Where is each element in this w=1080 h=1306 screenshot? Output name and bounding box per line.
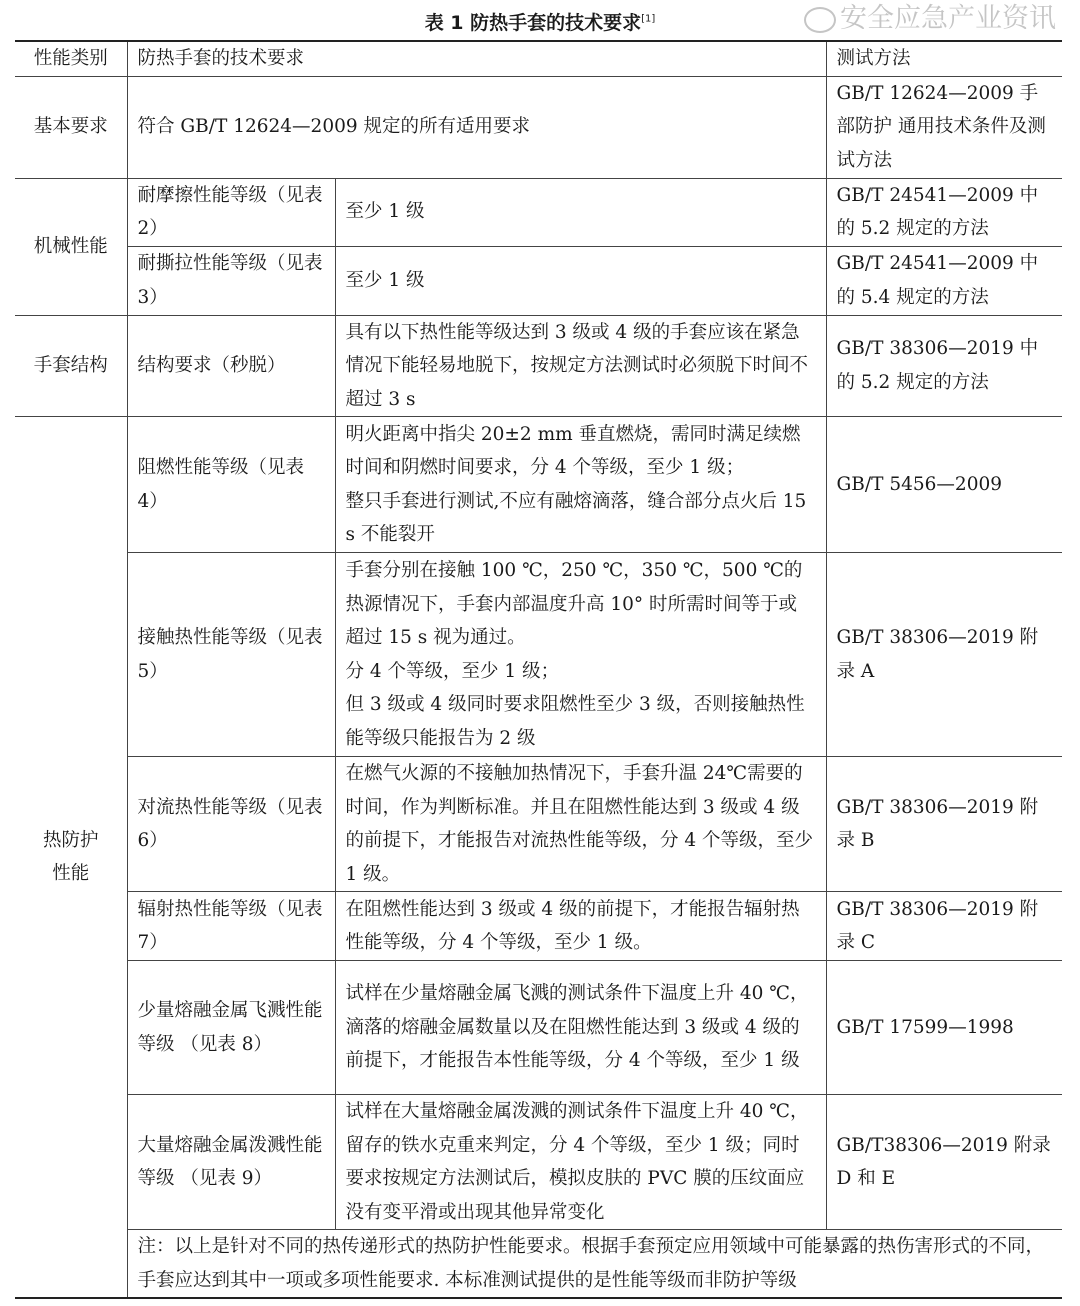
method-cell: GB/T 24541—2009 中的 5.2 规定的方法 [826, 178, 1062, 246]
method-cell: GB/T 38306—2019 附录 C [826, 892, 1062, 961]
requirement-cell [335, 553, 826, 757]
item-cell: 阻燃性能等级（见表 4） [127, 417, 335, 553]
table-row [15, 1095, 1062, 1230]
requirement-line: 整只手套进行测试,不应有融熔滴落，缝合部分点火后 15s 不能裂开 [345, 490, 807, 545]
note-row [15, 1230, 1062, 1299]
requirement-cell: 在阻燃性能达到 3 级或 4 级的前提下，才能报告辐射热性能等级，分 4 个等级，至少 1 级。 [335, 892, 826, 961]
method-cell: GB/T 17599—1998 [826, 961, 1062, 1095]
header-method: 测试方法 [826, 41, 1062, 76]
method-cell: GB/T 24541—2009 中的 5.4 规定的方法 [826, 246, 1062, 315]
requirement-cell [335, 417, 826, 553]
category-cell: 热防护性能 [15, 417, 127, 1299]
item-cell: 结构要求（秒脱） [127, 315, 335, 417]
item-cell: 耐摩擦性能等级（见表 2） [127, 178, 335, 246]
method-cell: GB/T 5456—2009 [826, 417, 1062, 553]
title-reference: [1] [641, 13, 656, 25]
item-cell: 大量熔融金属泼溅性能等级 （见表 9） [127, 1095, 335, 1230]
item-cell: 耐撕拉性能等级（见表 3） [127, 246, 335, 315]
note-cell: 注：以上是针对不同的热传递形式的热防护性能要求。根据手套预定应用领域中可能暴露的热伤害形式的不同，手套应达到其中一项或多项性能要求. 本标准测试提供的是性能等级而非防护等级 [127, 1230, 1062, 1299]
table-row [15, 246, 1062, 315]
header-requirement: 防热手套的技术要求 [127, 41, 826, 76]
requirement-line: 分 4 个等级，至少 1 级； [345, 660, 560, 682]
requirement-line: 手套分别在接触 100 ℃，250 ℃，350 ℃，500 ℃的热源情况下，手套内部温度升高 10° 时所需时间等于或超过 15 s 视为通过。 [345, 560, 803, 648]
title-text: 表 1 防热手套的技术要求 [424, 12, 642, 34]
category-cell: 手套结构 [15, 315, 127, 417]
header-category: 性能类别 [15, 41, 127, 76]
requirement-cell: 具有以下热性能等级达到 3 级或 4 级的手套应该在紧急情况下能轻易地脱下，按规定方法测试时必须脱下时间不超过 3 s [335, 315, 826, 417]
requirement-cell: 在燃气火源的不接触加热情况下，手套升温 24℃需要的时间，作为判断标准。并且在阻燃性能达到 3 级或 4 级的前提下，才能报告对流热性能等级，分 4 个等级，至少 1 级。 [335, 757, 826, 892]
method-cell: GB/T38306—2019 附录 D 和 E [826, 1095, 1062, 1230]
table-row [15, 76, 1062, 178]
table-row [15, 892, 1062, 961]
method-cell: GB/T 38306—2019 附录 A [826, 553, 1062, 757]
table-row [15, 757, 1062, 892]
item-cell: 接触热性能等级（见表 5） [127, 553, 335, 757]
requirement-cell: 试样在少量熔融金属飞溅的测试条件下温度上升 40 ℃，滴落的熔融金属数量以及在阻燃性能达到 3 级或 4 级的前提下，才能报告本性能等级，分 4 个等级，至少 1 级 [335, 961, 826, 1095]
requirement-line: 明火距离中指尖 20±2 mm 垂直燃烧，需同时满足续燃时间和阴燃时间要求，分 4 个等级，至少 1 级； [345, 423, 801, 478]
item-cell: 少量熔融金属飞溅性能等级 （见表 8） [127, 961, 335, 1095]
category-cell: 机械性能 [15, 178, 127, 315]
watermark: 安全应急产业资讯 [840, 3, 1056, 34]
table-row [15, 961, 1062, 1095]
requirement-cell: 符合 GB/T 12624—2009 规定的所有适用要求 [127, 76, 826, 178]
requirement-cell: 试样在大量熔融金属泼溅的测试条件下温度上升 40 ℃，留存的铁水克重来判定，分 4 个等级，至少 1 级；同时要求按规定方法测试后，模拟皮肤的 PVC 膜的压纹面应没有变平滑或出现其他异常变化 [335, 1095, 826, 1230]
method-cell: GB/T 12624—2009 手部防护 通用技术条件及测试方法 [826, 76, 1062, 178]
requirement-cell: 至少 1 级 [335, 246, 826, 315]
table-row [15, 417, 1062, 553]
item-cell: 辐射热性能等级（见表 7） [127, 892, 335, 961]
header-row [15, 41, 1062, 76]
method-cell: GB/T 38306—2019 中的 5.2 规定的方法 [826, 315, 1062, 417]
table-row [15, 178, 1062, 246]
requirements-table [15, 40, 1062, 1299]
requirement-line: 但 3 级或 4 级同时要求阻燃性至少 3 级，否则接触热性能等级只能报告为 2 级 [345, 694, 805, 749]
requirement-cell: 至少 1 级 [335, 178, 826, 246]
table-row [15, 315, 1062, 417]
category-cell: 基本要求 [15, 76, 127, 178]
item-cell: 对流热性能等级（见表 6） [127, 757, 335, 892]
wechat-icon [804, 7, 836, 33]
method-cell: GB/T 38306—2019 附录 B [826, 757, 1062, 892]
table-row [15, 553, 1062, 757]
